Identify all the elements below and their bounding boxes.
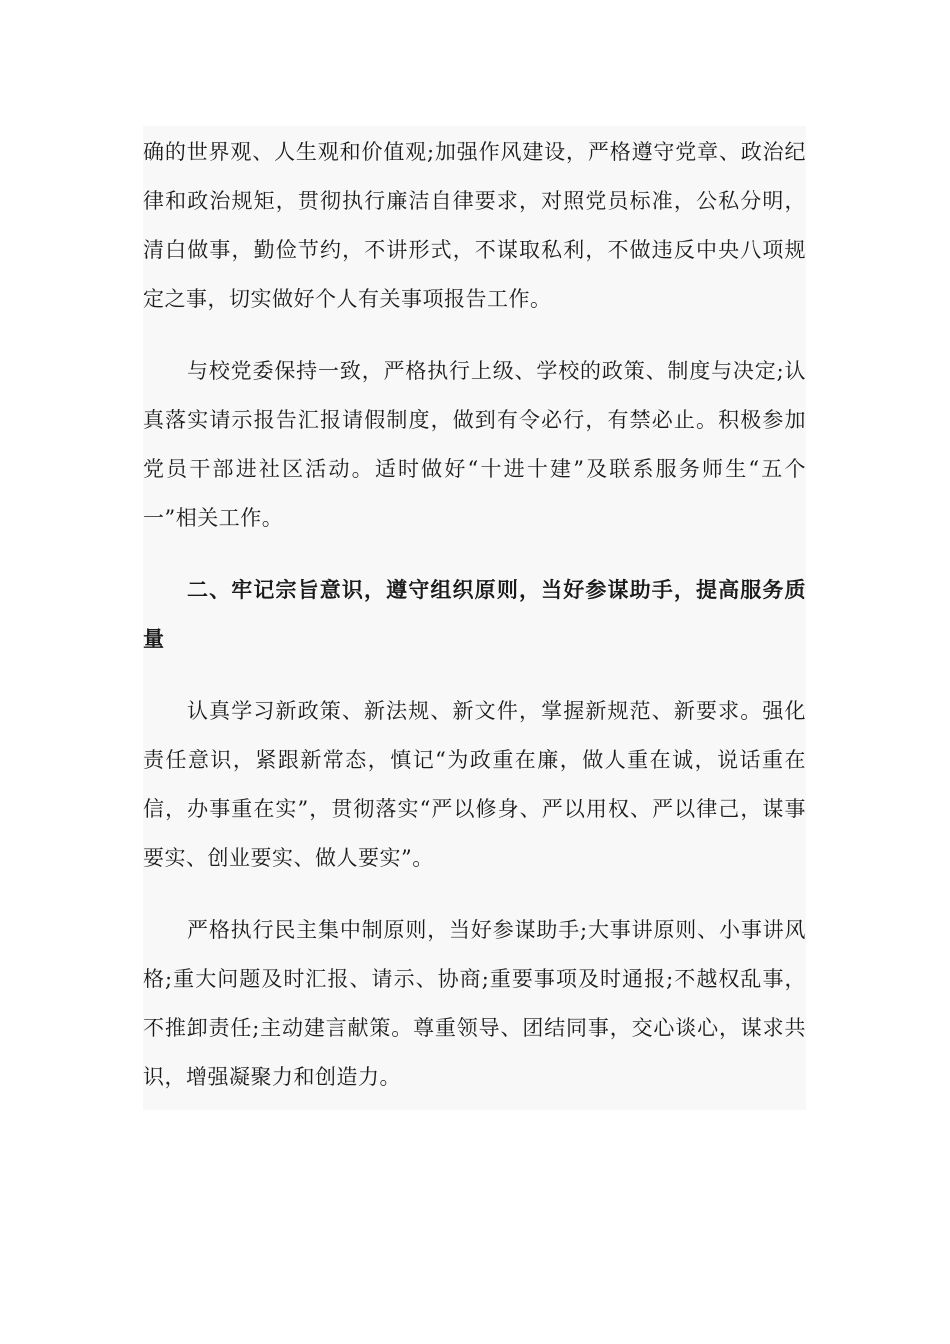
document-body	[143, 126, 806, 1110]
section-heading-two: 二、牢记宗旨意识，遵守组织原则，当好参谋助手，提高服务质量	[143, 578, 806, 651]
paragraph-worldview: 确的世界观、人生观和价值观;加强作风建设，严格遵守党章、政治纪律和政治规矩，贯彻执行廉洁自律要求，对照党员标准，公私分明，清白做事，勤俭节约，不讲形式，不谋取私利，不做违反中央八项规定之事，切实做好个人有关事项报告工作。	[143, 140, 806, 311]
paragraph-study-policy: 认真学习新政策、新法规、新文件，掌握新规范、新要求。强化责任意识，紧跟新常态，慎记“为政重在廉，做人重在诚，说话重在信，办事重在实”，贯彻落实“严以修身、严以用权、严以律己，谋事要实、创业要实、做人要实”。	[143, 699, 806, 870]
paragraph-gap	[143, 543, 806, 566]
paragraph-democratic-centralism: 严格执行民主集中制原则，当好参谋助手;大事讲原则、小事讲风格;重大问题及时汇报、请示、协商;重要事项及时通报;不越权乱事，不推卸责任;主动建言献策。尊重领导、团结同事，交心谈心，谋求共识，增强凝聚力和创造力。	[143, 918, 806, 1089]
paragraph-gap	[143, 324, 806, 347]
paragraph-gap	[143, 883, 806, 906]
paragraph-party-committee: 与校党委保持一致，严格执行上级、学校的政策、制度与决定;认真落实请示报告汇报请假制度，做到有令必行，有禁必止。积极参加党员干部进社区活动。适时做好“十进十建”及联系服务师生“五个一”相关工作。	[143, 359, 806, 530]
paragraph-gap	[143, 664, 806, 687]
